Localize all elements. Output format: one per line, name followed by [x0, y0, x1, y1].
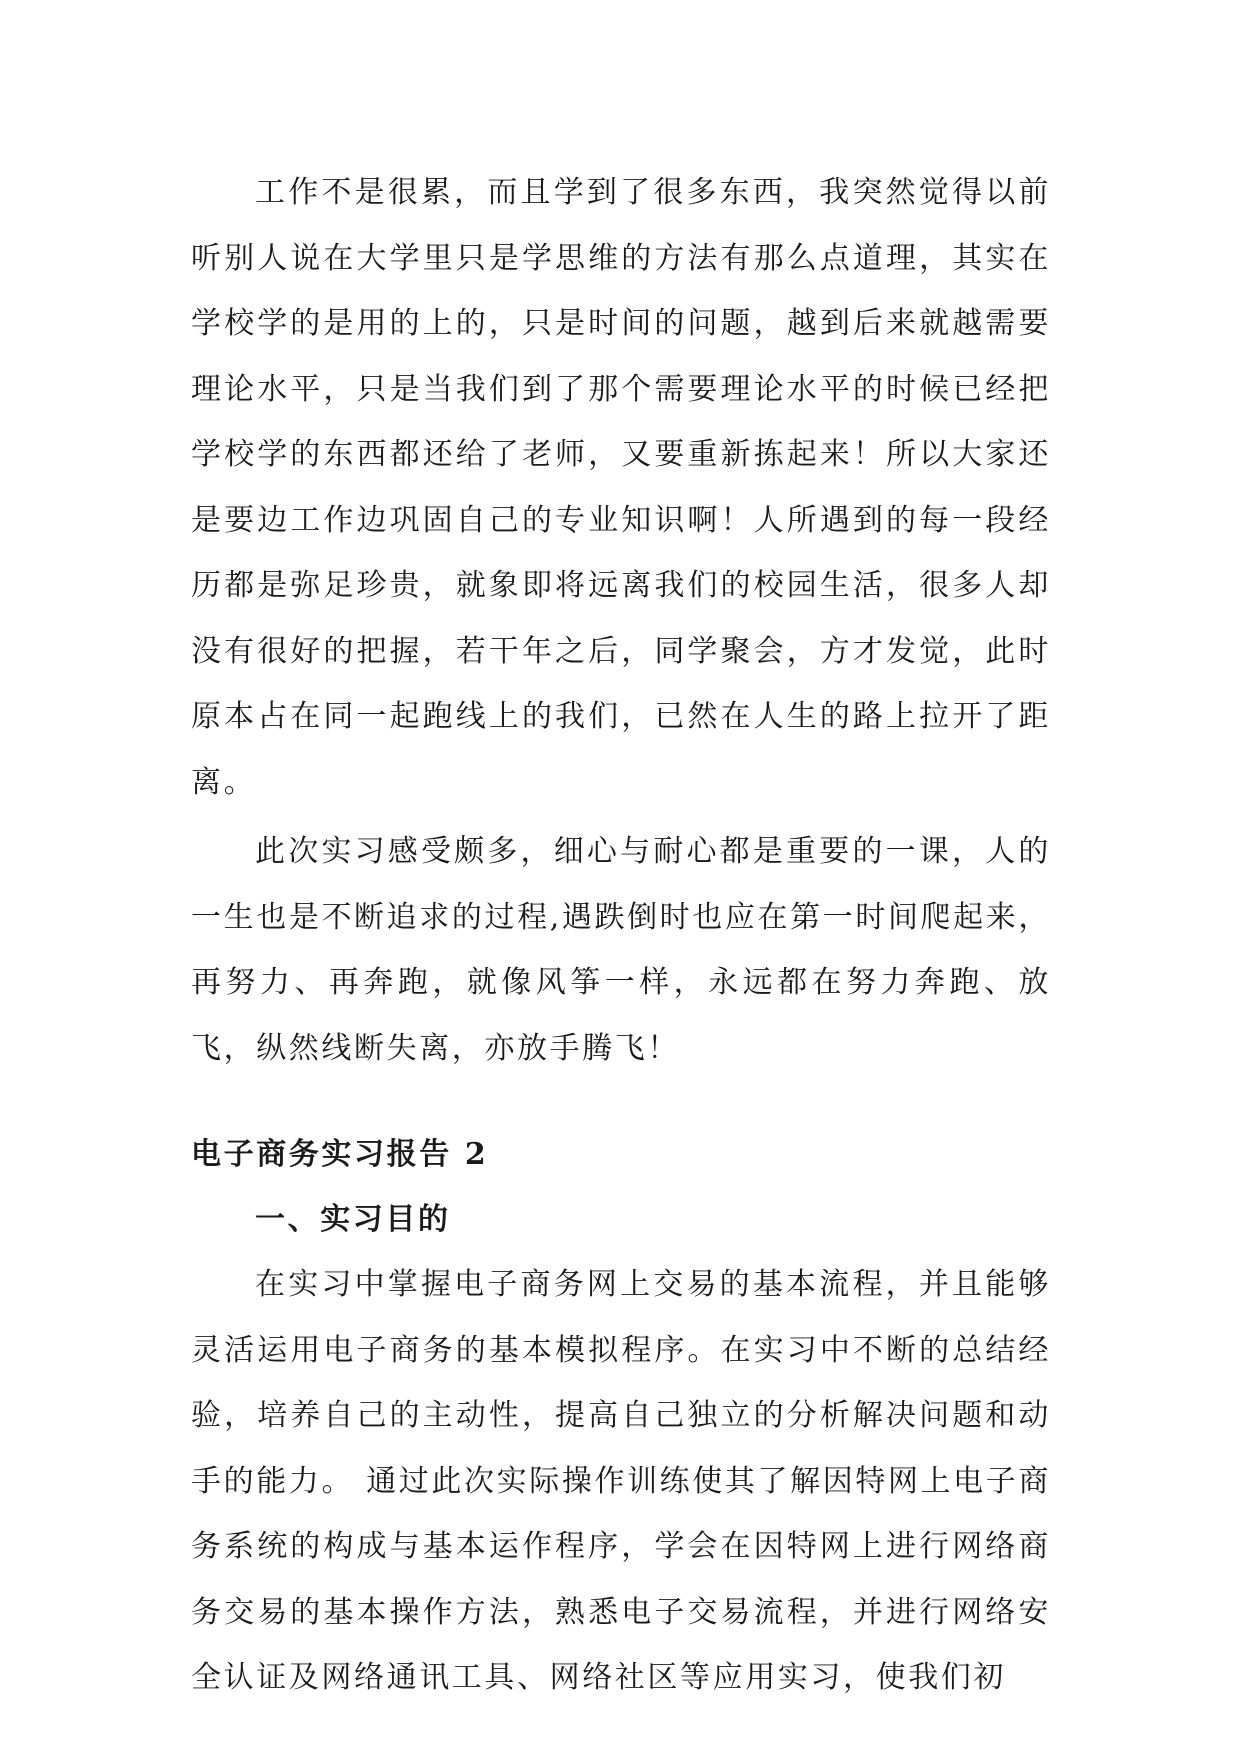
paragraph-purpose: 在实习中掌握电子商务网上交易的基本流程，并且能够灵活运用电子商务的基本模拟程序。在实习中不断的总结经验，培养自己的主动性，提高自己独立的分析解决问题和动手的能力。 通过此次实际操作训练使其了解因特网上电子商务系统的构成与基本运作程序，学会在因特网上进行网络商务交易的基本操作方法，熟悉电子交易流程，并进行网络安全认证及网络通讯工具、网络社区等应用实习，使我们初: [191, 1267, 1051, 1695]
report-title: 电子商务实习报告 2: [191, 1137, 489, 1172]
document-body: [191, 160, 1051, 1711]
section-heading-purpose: 一、实习目的: [255, 1202, 451, 1237]
paragraph-reflection: 工作不是很累，而且学到了很多东西，我突然觉得以前听别人说在大学里只是学思维的方法有那么点道理，其实在学校学的是用的上的，只是时间的问题，越到后来就越需要理论水平，只是当我们到了那个需要理论水平的时候已经把学校学的东西都还给了老师，又要重新拣起来！所以大家还是要边工作边巩固自己的专业知识啊！人所遇到的每一段经历都是弥足珍贵，就象即将远离我们的校园生活，很多人却没有很好的把握，若干年之后，同学聚会，方才发觉，此时原本占在同一起跑线上的我们，已然在人生的路上拉开了距离。: [191, 175, 1051, 800]
paragraph-summary: 此次实习感受颇多，细心与耐心都是重要的一课，人的一生也是不断追求的过程,遇跌倒时也应在第一时间爬起来，再努力、再奔跑，就像风筝一样，永远都在努力奔跑、放飞，纵然线断失离，亦放手腾飞！: [191, 834, 1051, 1066]
